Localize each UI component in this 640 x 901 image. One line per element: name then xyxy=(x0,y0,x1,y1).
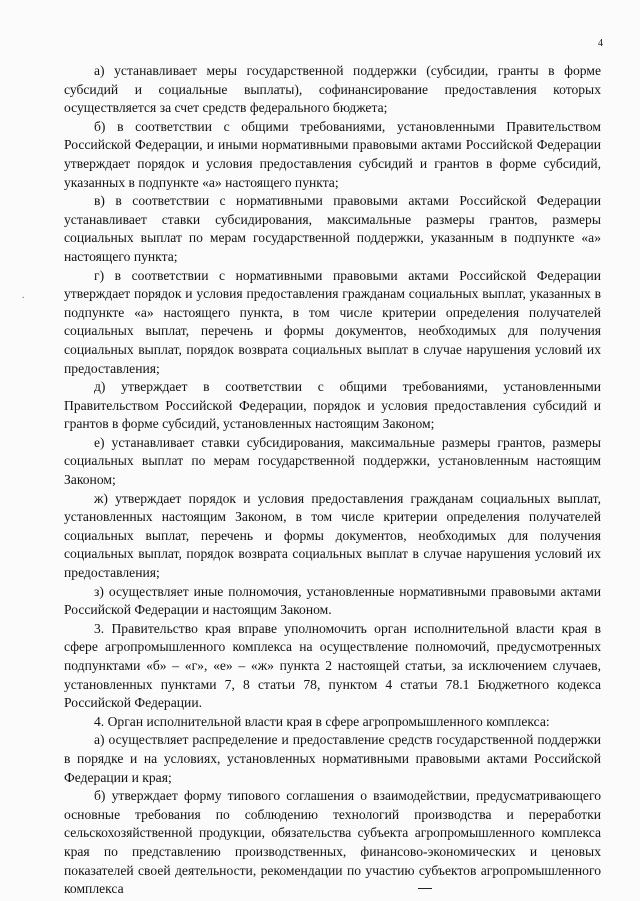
paragraph-2a: а) устанавливает меры государственной поддержки (субсидии, гранты в форме субсидий и социальные выплаты), софинансирование предоставления которых осуществляется за счет средств федерального бюджета; xyxy=(64,63,601,116)
page-number: 4 xyxy=(598,38,603,49)
document-body xyxy=(64,62,601,899)
paragraph-2v: в) в соответствии с нормативными правовыми актами Российской Федерации устанавливает ставки субсидирования, максимальные размеры грантов, размеры социальных выплат по мерам государственной поддержки, указанным в подпункте «а» настоящего пункта; xyxy=(64,193,601,264)
paragraph-2d: д) утверждает в соответствии с общими требованиями, установленными Правительством Российской Федерации, порядок и условия предоставления субсидий и грантов в форме субсидий, установленных настоящим Законом; xyxy=(64,379,601,432)
paragraph-2b: б) в соответствии с общими требованиями, установленными Правительством Российской Федерации, и иными нормативными правовыми актами Российской Федерации утверждает порядок и условия предоставления субсидий и грантов в форме субсидий, указанных в подпункте «а» настоящего пункта; xyxy=(64,118,601,190)
paragraph-2g: г) в соответствии с нормативными правовыми актами Российской Федерации утверждает порядок и условия предоставления гражданам социальных выплат, указанных в подпункте «а» настоящего пункта, в том числе критерии определения получателей социальных выплат, перечень и формы документов, необходимых для получения социальных выплат, порядок возврата социальных выплат в случае нарушения условий их предоставления; xyxy=(64,267,601,376)
paragraph-3: 3. Правительство края вправе уполномочить орган исполнительной власти края в сфере агропромышленного комплекса на осуществление полномочий, предусмотренных подпунктами «б» – «г», «е» – «ж» пункта 2 настоящей статьи, за исключением случаев, установленных пунктами 7, 8 статьи 78, пунктом 4 статьи 78.1 Бюджетного кодекса Российской Федерации. xyxy=(64,620,601,711)
paragraph-2zh: ж) утверждает порядок и условия предоставления гражданам социальных выплат, установленных настоящим Законом, в том числе критерии определения получателей социальных выплат, перечень и формы документов, необходимых для получения социальных выплат, порядок возврата социальных выплат в случае нарушения условий их предоставления; xyxy=(64,490,601,581)
margin-mark: . xyxy=(22,290,25,301)
paragraph-4a: а) осуществляет распределение и предоставление средств государственной поддержки в порядке и на условиях, установленных нормативными правовыми актами Российской Федерации и края; xyxy=(64,732,601,785)
paragraph-4: 4. Орган исполнительной власти края в сфере агропромышленного комплекса: xyxy=(94,713,550,729)
paragraph-4b: б) утверждает форму типового соглашения о взаимодействии, предусматривающего основные требования по соблюдению технологий производства и переработки сельскохозяйственной продукции, обязательства субъекта агропромышленного комплекса края по представлению производственных, финансово-экономических и ценовых показателей своей деятельности, рекомендации по участию субъектов агропромышленного комплекса xyxy=(64,788,601,897)
paragraph-2e: е) устанавливает ставки субсидирования, максимальные размеры грантов, размеры социальных выплат по мерам государственной поддержки, установленным настоящим Законом; xyxy=(64,434,601,488)
bottom-mark xyxy=(418,888,432,889)
paragraph-2z: з) осуществляет иные полномочия, установленные нормативными правовыми актами Российской Федерации и настоящим Законом. xyxy=(64,583,601,618)
